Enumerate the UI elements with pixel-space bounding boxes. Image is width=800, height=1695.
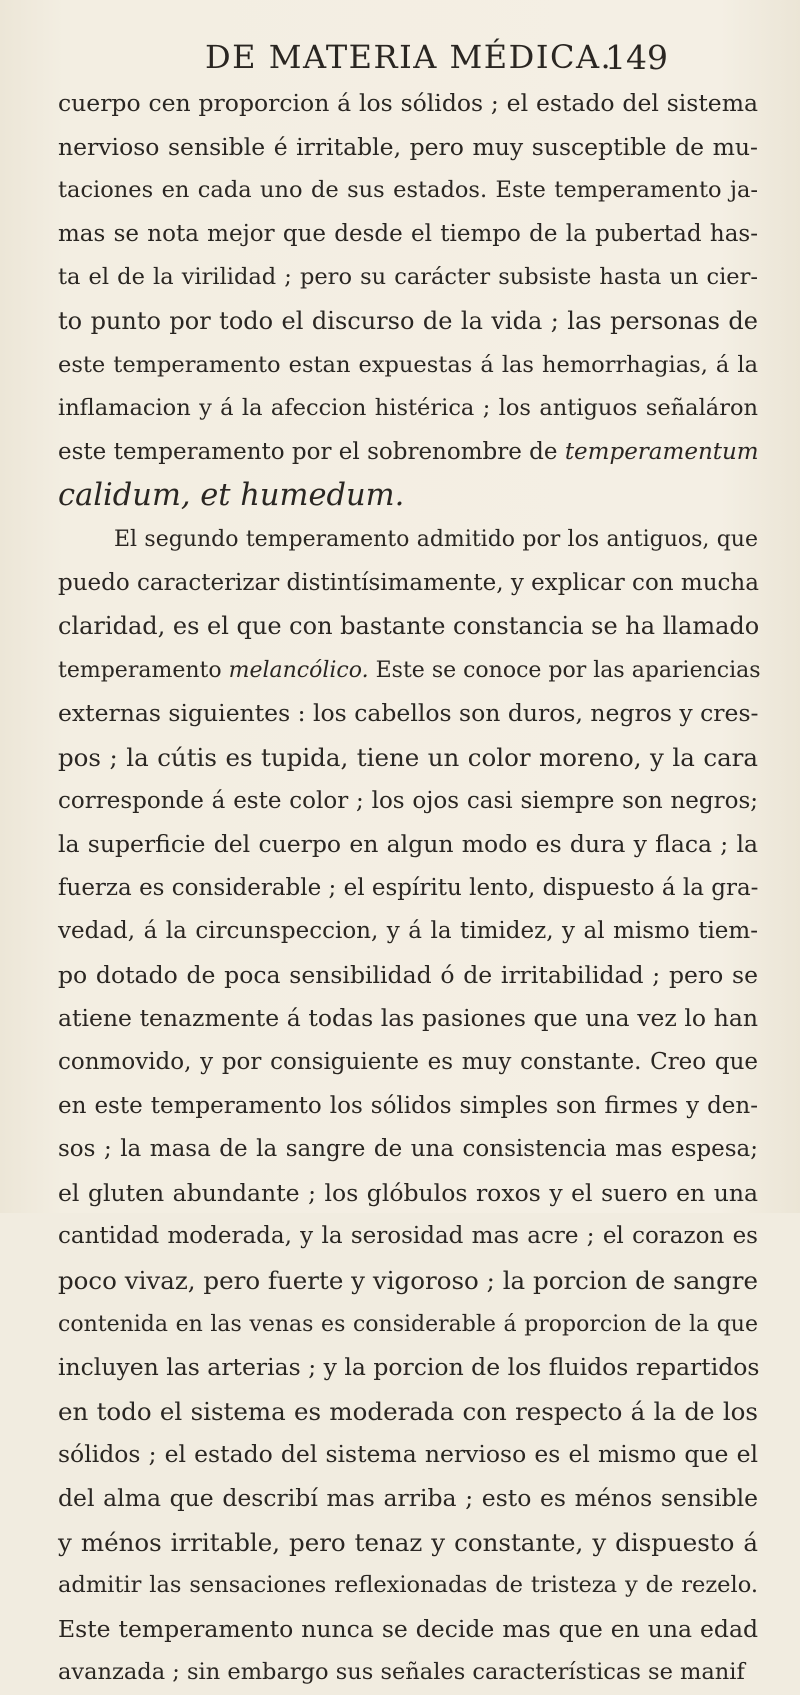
italic-term: temperamentum	[564, 438, 759, 465]
text-line: la superficie del cuerpo en algun modo es dura y flaca ; la	[58, 830, 758, 859]
text-line: claridad, es el que con bastante constancia se ha llamado	[58, 612, 760, 641]
text-line: vedad, á la circunspeccion, y á la timidez, y al mismo tiem-	[58, 918, 758, 945]
page-header	[0, 38, 800, 78]
text-line: avanzada ; sin embargo sus señales características se manif	[58, 1659, 745, 1686]
text-line: en todo el sistema es moderada con respecto á la de los	[58, 1396, 758, 1426]
paragraph-first-line: El segundo temperamento admitido por los antiguos, que	[114, 526, 758, 552]
text-segment: temperamento	[58, 657, 222, 683]
text-line: fuerza es considerable ; el espíritu lento, dispuesto á la gra-	[58, 874, 759, 901]
text-line: externas siguientes : los cabellos son duros, negros y cres-	[58, 699, 759, 728]
text-segment: Este se conoce por las apariencias	[375, 657, 761, 683]
text-line: nervioso sensible é irritable, pero muy susceptible de mu-	[58, 132, 758, 161]
text-line: po dotado de poca sensibilidad ó de irritabilidad ; pero se	[58, 960, 758, 989]
text-line: mas se nota mejor que desde el tiempo de la pubertad has-	[58, 220, 758, 247]
text-line: taciones en cada uno de sus estados. Este temperamento ja-	[58, 177, 758, 204]
text-segment: este temperamento por el sobrenombre de	[58, 438, 558, 465]
text-line: corresponde á este color ; los ojos casi siempre son negros;	[58, 787, 758, 814]
text-line: calidum, et humedum.	[58, 478, 405, 514]
text-line: en este temperamento los sólidos simples son firmes y den-	[58, 1092, 758, 1119]
text-line: ta el de la virilidad ; pero su carácter subsiste hasta un cier-	[58, 264, 758, 291]
text-line: admitir las sensaciones reflexionadas de tristeza y de rezelo.	[58, 1572, 758, 1599]
text-line: conmovido, y por consiguiente es muy constante. Creo que	[58, 1049, 758, 1076]
text-line: sos ; la masa de la sangre de una consistencia mas espesa;	[58, 1136, 758, 1163]
body-text	[58, 82, 761, 1695]
italic-term: melancólico.	[228, 657, 369, 683]
text-line: sólidos ; el estado del sistema nervioso es el mismo que el	[58, 1440, 758, 1469]
text-line: Este temperamento nunca se decide mas que en una edad	[58, 1614, 758, 1643]
text-line	[58, 431, 758, 475]
text-line	[58, 649, 761, 693]
text-line: poco vivaz, pero fuerte y vigoroso ; la porcion de sangre	[58, 1266, 758, 1296]
text-line: atiene tenazmente á todas las pasiones que una vez lo han	[58, 1004, 758, 1033]
text-line: incluyen las arterias ; y la porcion de los fluidos repartidos	[58, 1353, 760, 1382]
text-line: cuerpo cen proporcion á los sólidos ; el estado del sistema	[58, 89, 758, 117]
page-number: 149	[605, 38, 668, 77]
text-line: contenida en las venas es considerable á proporcion de la que	[58, 1311, 758, 1337]
text-line: cantidad moderada, y la serosidad mas acre ; el corazon es	[58, 1223, 758, 1250]
running-title: DE MATERIA MÉDICA.	[205, 38, 613, 76]
text-line: puedo caracterizar distintísimamente, y explicar con mucha	[58, 569, 759, 596]
text-line: pos ; la cútis es tupida, tiene un color moreno, y la cara	[58, 742, 758, 772]
text-line: del alma que describí mas arriba ; esto es ménos sensible	[58, 1484, 758, 1512]
text-line: inflamacion y á la afeccion histérica ; los antiguos señaláron	[58, 395, 758, 422]
text-line: y ménos irritable, pero tenaz y constante, y dispuesto á	[58, 1527, 758, 1557]
text-line: el gluten abundante ; los glóbulos roxos y el suero en una	[58, 1178, 758, 1207]
text-line: este temperamento estan expuestas á las hemorrhagias, á la	[58, 351, 758, 378]
text-line: to punto por todo el discurso de la vida ; las personas de	[58, 306, 758, 335]
